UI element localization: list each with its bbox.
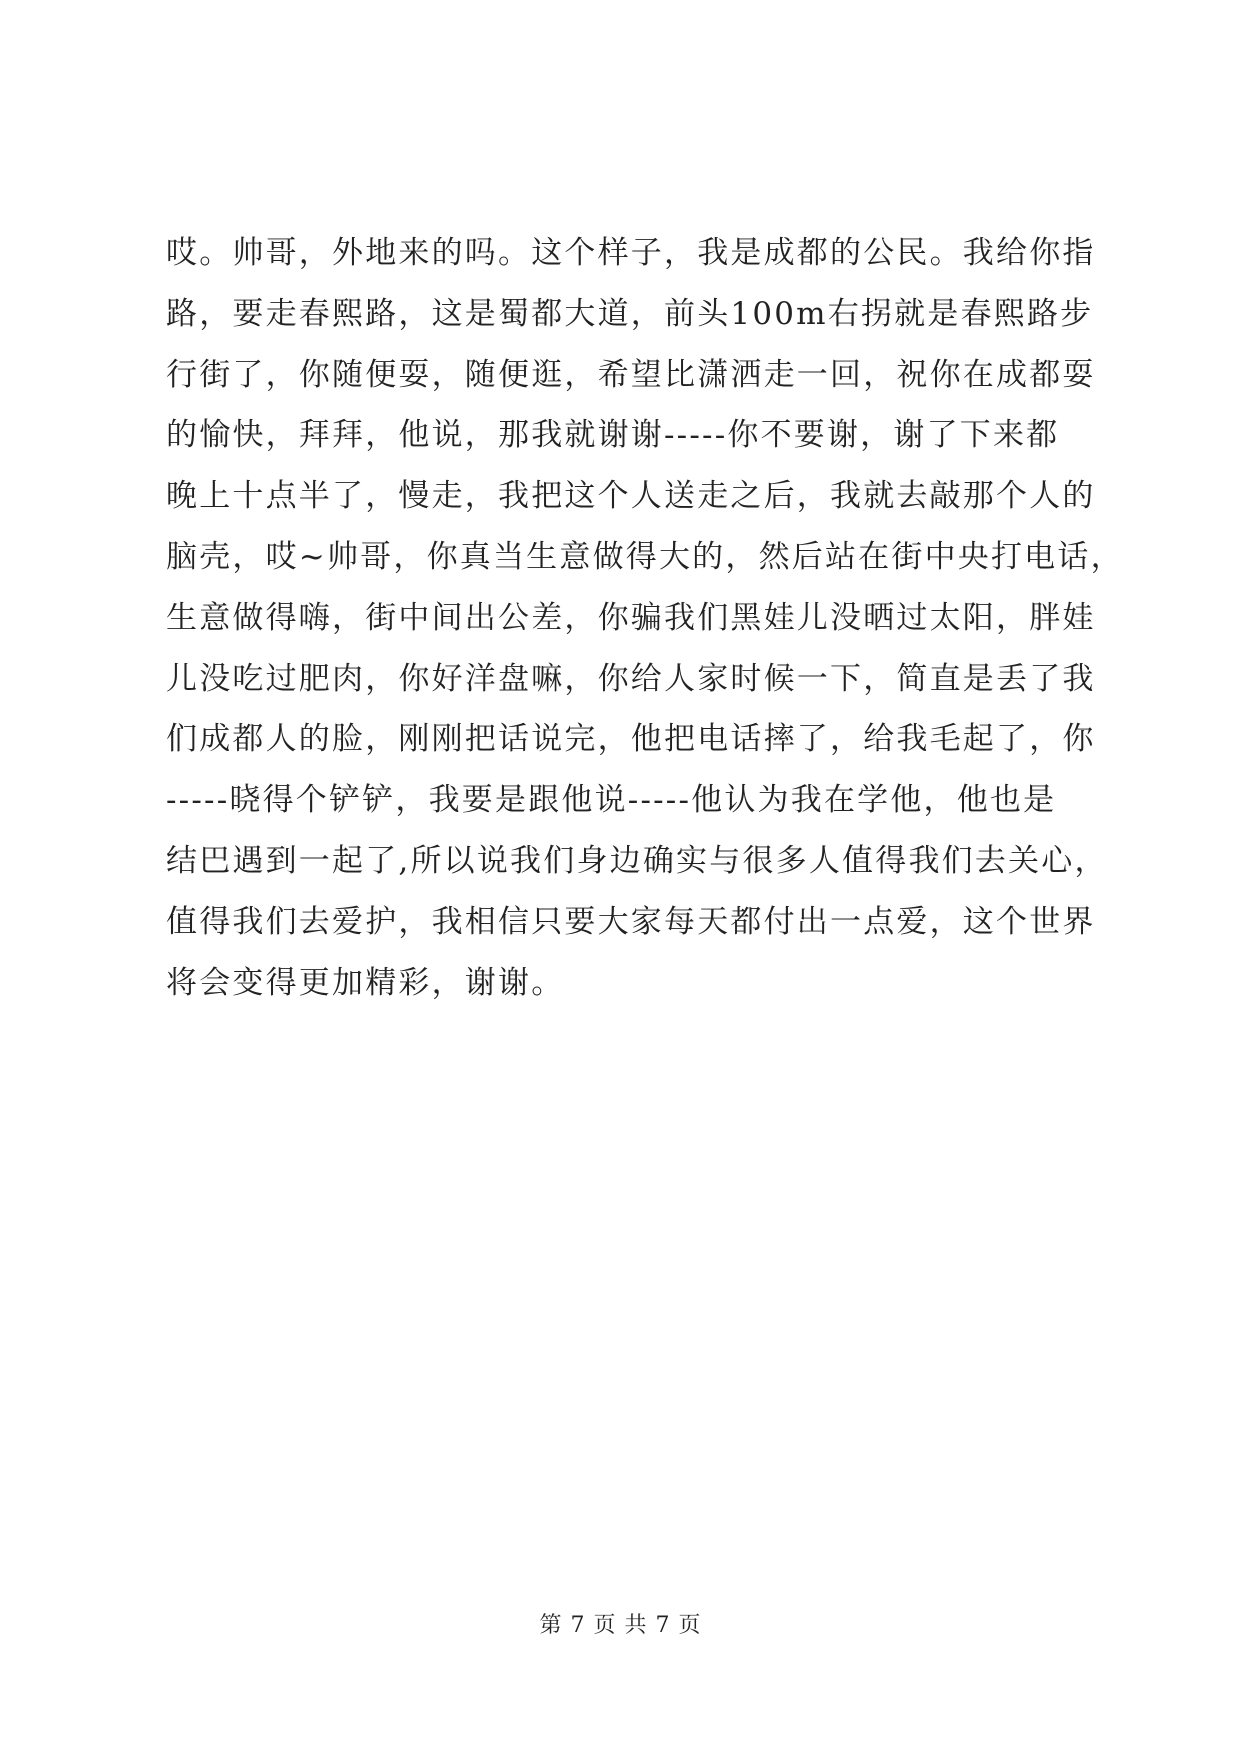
text-line: 脑壳，哎~帅哥，你真当生意做得大的，然后站在街中央打电话，	[166, 538, 1124, 575]
text-line: 行街了，你随便耍，随便逛，希望比潇洒走一回，祝你在成都耍	[166, 356, 1096, 393]
text-line: 生意做得嗨，街中间出公差，你骗我们黑娃儿没晒过太阳，胖娃	[166, 599, 1096, 636]
text-line: 哎。帅哥，外地来的吗。这个样子，我是成都的公民。我给你指	[166, 235, 1096, 271]
body-paragraph	[166, 234, 1124, 1024]
text-line: 儿没吃过肥肉，你好洋盘嘛，你给人家时候一下，简直是丢了我	[166, 660, 1096, 697]
text-line: 们成都人的脸，刚刚把话说完，他把电话摔了，给我毛起了，你	[166, 721, 1096, 758]
text-line: 将会变得更加精彩，谢谢。	[166, 964, 565, 1001]
page-number-footer: 第 7 页 共 7 页	[539, 1613, 702, 1638]
text-line: 的愉快，拜拜，他说，那我就谢谢-----你不要谢，谢了下来都	[166, 417, 1060, 454]
text-line: 值得我们去爱护，我相信只要大家每天都付出一点爱，这个世界	[166, 903, 1096, 940]
text-line: 路，要走春熙路，这是蜀都大道，前头100m右拐就是春熙路步	[166, 295, 1094, 332]
text-line: -----晓得个铲铲，我要是跟他说-----他认为我在学他，他也是	[166, 782, 1057, 819]
text-line: 结巴遇到一起了,所以说我们身边确实与很多人值得我们去关心，	[166, 842, 1108, 879]
text-line: 晚上十点半了，慢走，我把这个人送走之后，我就去敲那个人的	[166, 478, 1096, 515]
